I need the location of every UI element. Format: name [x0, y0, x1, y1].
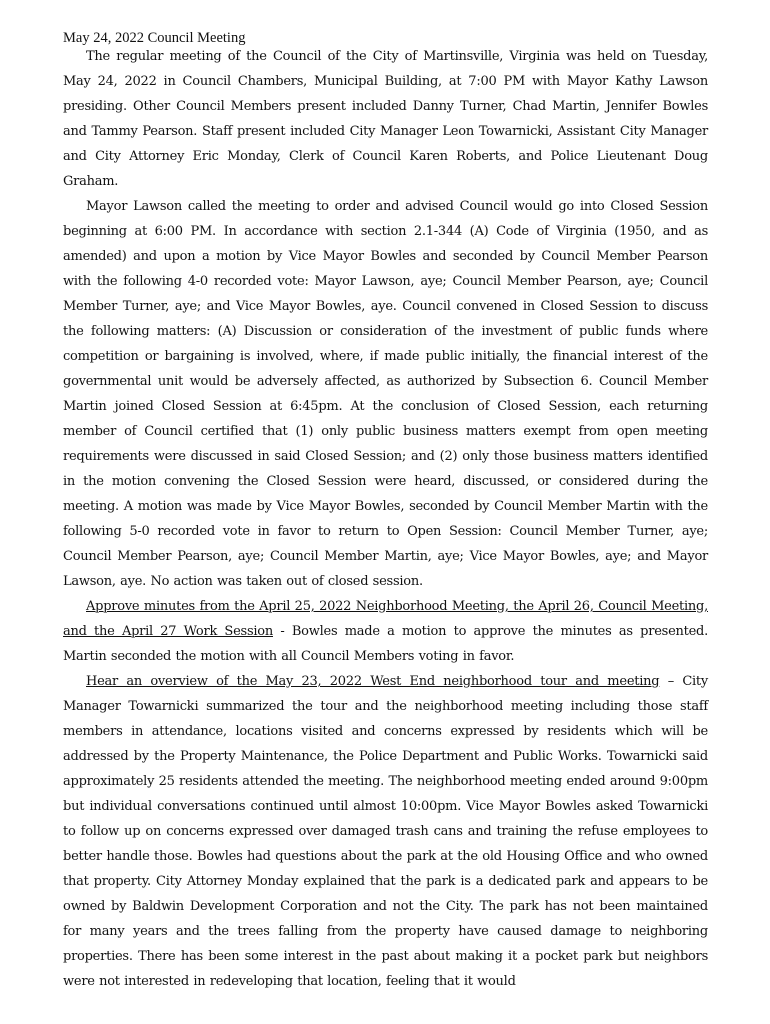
document-page [63, 29, 708, 994]
agenda-item-neighborhood-tour-body: – City Manager Towarnicki summarized the tour and the neighborhood meeting including those staff members in attendance, locations visited and concerns expressed by residents which will be addressed by the Property Maintenance, the Police Department and Public Works. Towarnicki said approximately 25 residents attended the meeting. The neighborhood meeting ended around 9:00pm but individual conversations continued until almost 10:00pm. Vice Mayor Bowles asked Towarnicki to follow up on concerns expressed over damaged trash cans and training the refuse employees to better handle those. Bowles had questions about the park at the old Housing Office and who owned that property. City Attorney Monday explained that the park is a dedicated park and appears to be owned by Baldwin Development Corporation and not the City. The park has not been maintained for many years and the trees falling from the property have caused damage to neighboring properties. There has been some interest in the past about making it a pocket park but neighbors were not interested in redeveloping that location, feeling that it would [63, 674, 708, 989]
paragraph-closed-session: Mayor Lawson called the meeting to order and advised Council would go into Closed Session beginning at 6:00 PM. In accordance with section 2.1-344 (A) Code of Virginia (1950, and as amended) and upon a motion by Vice Mayor Bowles and seconded by Council Member Pearson with the following 4-0 recorded vote: Mayor Lawson, aye; Council Member Pearson, aye; Council Member Turner, aye; and Vice Mayor Bowles, aye. Council convened in Closed Session to discuss the following matters: (A) Discussion or consideration of the investment of public funds where competition or bargaining is involved, where, if made public initially, the financial interest of the governmental unit would be adversely affected, as authorized by Subsection 6. Council Member Martin joined Closed Session at 6:45pm. At the conclusion of Closed Session, each returning member of Council certified that (1) only public business matters exempt from open meeting requirements were discussed in said Closed Session; and (2) only those business matters identified in the motion convening the Closed Session were heard, discussed, or considered during the meeting. A motion was made by Vice Mayor Bowles, seconded by Council Member Martin with the following 5-0 recorded vote in favor to return to Open Session: Council Member Turner, aye; Council Member Pearson, aye; Council Member Martin, aye; Vice Mayor Bowles, aye; and Mayor Lawson, aye. No action was taken out of closed session. [63, 199, 708, 589]
paragraph-meeting-attendance: The regular meeting of the Council of the City of Martinsville, Virginia was held on Tuesday, May 24, 2022 in Council Chambers, Municipal Building, at 7:00 PM with Mayor Kathy Lawson presiding. Other Council Members present included Danny Turner, Chad Martin, Jennifer Bowles and Tammy Pearson. Staff present included City Manager Leon Towarnicki, Assistant City Manager and City Attorney Eric Monday, Clerk of Council Karen Roberts, and Police Lieutenant Doug Graham. [63, 49, 708, 189]
paragraph-neighborhood-tour [63, 669, 708, 994]
agenda-item-neighborhood-tour-heading: Hear an overview of the May 23, 2022 West End neighborhood tour and meeting [86, 674, 660, 689]
agenda-item-approve-minutes-heading: Approve minutes from the April 25, 2022 Neighborhood Meeting, the April 26, Council Meeting, and the April 27 Work Session [63, 599, 708, 639]
document-header: May 24, 2022 Council Meeting [63, 30, 246, 46]
paragraph-approve-minutes [63, 594, 708, 669]
agenda-item-approve-minutes-body: - Bowles made a motion to approve the minutes as presented. Martin seconded the motion with all Council Members voting in favor. [63, 624, 708, 664]
